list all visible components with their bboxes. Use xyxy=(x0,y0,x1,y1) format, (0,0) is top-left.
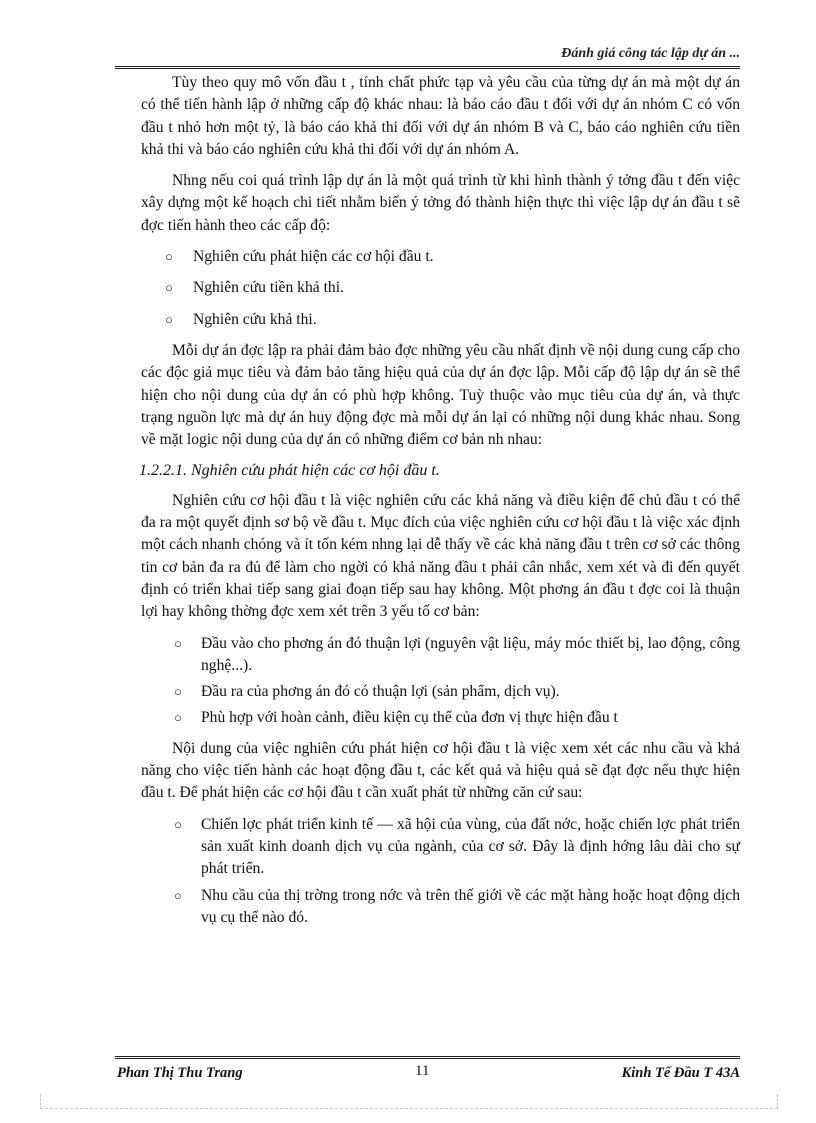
levels-list xyxy=(141,246,740,331)
list-item xyxy=(141,707,740,729)
page-border-decoration xyxy=(40,1094,778,1109)
list-item-text: Phù hợp với hoàn cảnh, điều kiện cụ thể của đơn vị thực hiện đầu t xyxy=(201,709,618,727)
circle-bullet-icon: ○ xyxy=(174,887,182,903)
circle-bullet-icon: ○ xyxy=(174,816,182,832)
paragraph: Mỗi dự án đợc lập ra phải đảm bảo đợc những yêu cầu nhất định về nội dung cung cấp cho các độc giả mục tiêu và đảm bảo tăng hiệu quả của dự án đợc lập. Mỗi cấp độ lập dự án sẽ thể hiện cho nội dung của dự án có phù hợp không. Tuỳ thuộc vào mục tiêu của dự án, và thực trạng nguồn lực mà dự án huy động đợc mà mỗi dự án lại có những nội dung khác nhau. Song về mặt logic nội dung của dự án có những điểm cơ bản nh nhau: xyxy=(141,341,740,449)
footer-author: Phan Thị Thu Trang xyxy=(117,1065,243,1081)
list-item-text: Chiến lợc phát triển kinh tế — xã hội của vùng, của đất nớc, hoặc chiến lợc phát triển sản xuất kinh doanh dịch vụ của ngành, của cơ sở. Đây là định hớng lâu dài cho sự phát triển. xyxy=(201,815,740,878)
list-item-text: Đầu ra của phơng án đó có thuận lợi (sản phẩm, dịch vụ). xyxy=(201,683,560,701)
circle-bullet-icon: ○ xyxy=(174,684,182,700)
circle-bullet-icon: ○ xyxy=(165,280,173,296)
list-item-text: Nghiên cứu tiền khả thi. xyxy=(193,279,344,297)
list-item-text: Đầu vào cho phơng án đó thuận lợi (nguyên vật liệu, máy móc thiết bị, lao động, công nghệ...). xyxy=(201,634,740,674)
paragraph: Nội dung của việc nghiên cứu phát hiện cơ hội đầu t là việc xem xét các nhu cầu và khả năng cho việc tiến hành các hoạt động đầu t, các kết quả và hiệu quả sẽ đạt đợc nếu thực hiện đầu t. Để phát hiện các cơ hội đầu t cần xuất phát từ những căn cứ sau: xyxy=(141,739,740,802)
bases-list xyxy=(141,814,740,929)
page-number: 11 xyxy=(415,1063,430,1079)
page-header xyxy=(115,44,740,69)
list-item-text: Nghiên cứu phát hiện các cơ hội đầu t. xyxy=(193,248,434,266)
factors-list xyxy=(141,633,740,730)
section-heading: 1.2.2.1. Nghiên cứu phát hiện các cơ hội đầu t. xyxy=(139,462,440,480)
circle-bullet-icon: ○ xyxy=(174,635,182,651)
circle-bullet-icon: ○ xyxy=(174,710,182,726)
list-item-text: Nhu cầu của thị trờng trong nớc và trên thế giới về các mặt hàng hoặc hoạt động dịch vụ cụ thể nào đó. xyxy=(201,886,740,926)
list-item xyxy=(141,633,740,678)
paragraph: Nghiên cứu cơ hội đầu t là việc nghiên cứu các khả năng và điều kiện để chủ đầu t có thể đa ra một quyết định sơ bộ về đầu t. Mục đích của việc nghiên cứu cơ hội đầu t là việc xác định một cách nhanh chóng và ít tốn kém nhng lại dễ thấy về các khả năng đầu t trên cơ sở các thông tin cơ bản đa ra đủ để làm cho ngời có khả năng đầu t phải cân nhắc, xem xét và đi đến quyết định có triển khai tiếp sang giai đoạn tiếp sau hay không. Một phơng án đầu t đợc coi là thuận lợi hay không thờng đợc xem xét trên 3 yếu tố cơ bản: xyxy=(141,491,740,621)
page-footer xyxy=(115,1056,740,1085)
footer-class: Kinh Tế Đầu T 43A xyxy=(621,1065,740,1081)
list-item xyxy=(141,814,740,881)
circle-bullet-icon: ○ xyxy=(165,311,173,327)
list-item xyxy=(141,681,740,703)
document-body xyxy=(141,72,740,937)
list-item-text: Nghiên cứu khả thi. xyxy=(193,310,317,328)
list-item xyxy=(141,277,740,299)
list-item xyxy=(141,246,740,268)
list-item xyxy=(141,309,740,331)
circle-bullet-icon: ○ xyxy=(165,249,173,265)
paragraph: Nhng nếu coi quá trình lập dự án là một quá trình từ khi hình thành ý tởng đầu t đến việc xây dựng một kế hoạch chi tiết nhằm biến ý tởng đó thành hiện thực thì việc lập dự án đầu t sẽ đợc tiến hành theo các cấp độ: xyxy=(141,172,740,234)
paragraph: Tùy theo quy mô vốn đầu t , tính chất phức tạp và yêu cầu của từng dự án mà một dự án có thể tiến hành lập ở những cấp độ khác nhau: là báo cáo đầu t đối với dự án nhóm C có vốn đầu t nhỏ hơn một tỷ, là báo cáo khả thi đối với dự án nhóm B và C, báo cáo nghiên cứu tiền khả thi và báo cáo nghiên cứu khả thi đối với dự án nhóm A. xyxy=(141,74,740,158)
header-title: Đánh giá công tác lập dự án ... xyxy=(561,46,740,61)
list-item xyxy=(141,885,740,930)
